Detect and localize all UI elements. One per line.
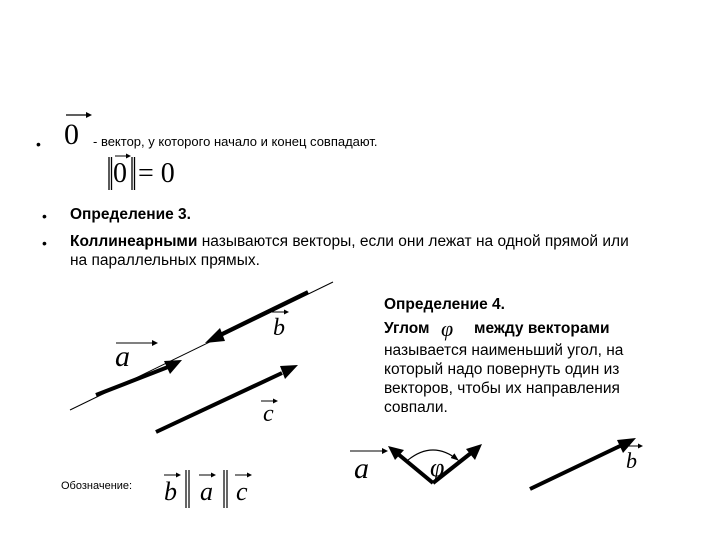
zero-norm-bars	[109, 154, 135, 191]
def3-title: Определение 3.	[70, 206, 191, 223]
def4-phi-symbol: φ	[441, 316, 454, 341]
label-c: c	[263, 401, 274, 427]
angle-diagram	[350, 444, 482, 483]
collinear-term: Коллинеарными	[70, 233, 198, 250]
def4-title: Определение 4.	[384, 296, 505, 313]
zero-vector-definition: - вектор, у которого начало и конец совпадают.	[93, 134, 378, 149]
def4-between: между векторами	[474, 320, 610, 337]
label-b: b	[273, 315, 285, 341]
def4-angle-word: Углом	[384, 320, 430, 337]
angle-label-a: a	[354, 452, 369, 485]
label-a: a	[115, 340, 130, 373]
zero-norm-lhs: 0	[113, 158, 127, 189]
bullet-zero: •	[36, 136, 41, 152]
collinear-rest: называются векторы, если они лежат на одной прямой или на параллельных прямых.	[70, 233, 629, 269]
angle-label-phi: φ	[430, 453, 445, 482]
zero-vector-symbol: 0	[64, 118, 79, 151]
zero-norm-rhs: = 0	[138, 158, 175, 189]
notation-a: a	[200, 477, 213, 506]
vector-c-arrow	[156, 365, 298, 432]
notation-label: Обозначение:	[61, 480, 133, 492]
zero-arrow-icon	[66, 112, 92, 118]
vector-b-arrow	[205, 292, 308, 343]
bullet-def3: •	[42, 208, 47, 224]
notation-b: b	[164, 477, 177, 506]
notation-c: c	[236, 477, 248, 506]
standalone-label-b: b	[626, 448, 637, 473]
bullet-collinear: •	[42, 235, 47, 251]
vector-a-arrow	[96, 360, 182, 395]
def4-body: называется наименьший угол, на который надо повернуть один из векторов, чтобы их направления совпали.	[384, 342, 624, 416]
